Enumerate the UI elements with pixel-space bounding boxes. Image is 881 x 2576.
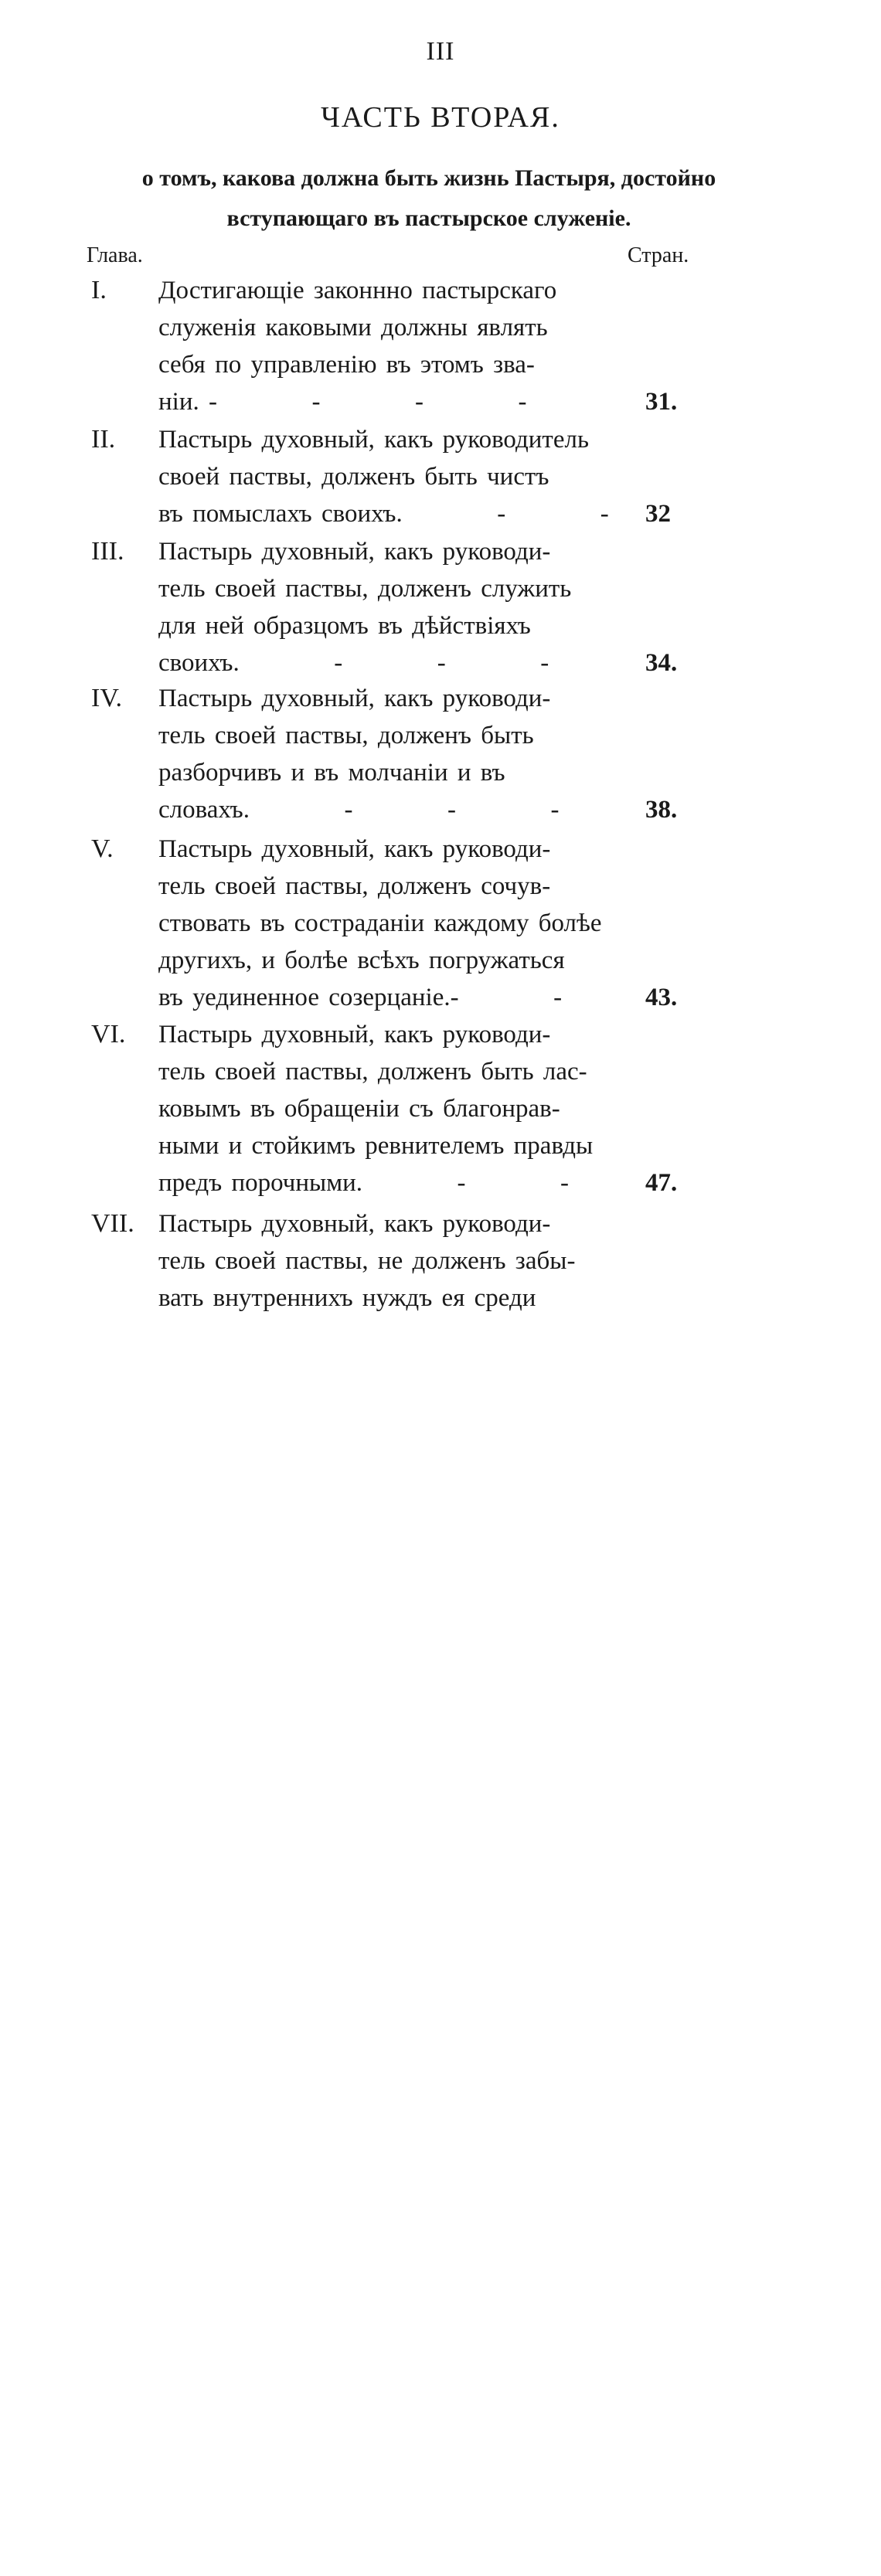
chapter-title-line: Пастырь духовный, какъ руководи-: [158, 835, 551, 863]
chapter-title-line: нiи. - - - -: [158, 388, 527, 416]
chapter-title: [158, 272, 611, 420]
chapter-title-line: тель своей паствы, долженъ служить: [158, 575, 572, 603]
chapter-title-line: Пастырь духовный, какъ руководи-: [158, 685, 551, 712]
chapter-number: I.: [91, 276, 107, 304]
part-subtitle-line: о томъ, какова должна быть жизнь Пастыря, достойно: [141, 165, 716, 191]
chapter-title-line: Достигающіе законнно пастырскаго: [158, 277, 557, 304]
chapter-title-line: ствовать въ состраданіи каждому болѣе: [158, 909, 602, 937]
chapter-title-line: словахъ. - - -: [158, 796, 560, 824]
chapter-title-line: ными и стойкимъ ревнителемъ правды: [158, 1132, 594, 1160]
chapter-title-line: служенія каковыми должны являть: [158, 314, 548, 342]
chapter-title: [158, 421, 611, 532]
chapter-number: II.: [91, 425, 116, 454]
part-subtitle: [70, 158, 788, 239]
chapter-title-line: тель своей паствы, долженъ быть лас-: [158, 1058, 587, 1086]
chapter-page-number: 34.: [645, 649, 678, 677]
chapter-title-line: тель своей паствы, долженъ сочув-: [158, 872, 551, 900]
chapter-title: [158, 533, 611, 681]
chapter-title-line: разборчивъ и въ молчаніи и въ: [158, 759, 505, 787]
part-title: ЧАСТЬ ВТОРАЯ.: [321, 101, 560, 134]
page-number: III: [426, 37, 455, 66]
chapter-title-line: Пастырь духовный, какъ руководи-: [158, 1021, 551, 1048]
chapter-column-header: Глава.: [87, 243, 143, 267]
chapter-page-number: 47.: [645, 1169, 678, 1197]
chapter-title-line: своихъ. - - -: [158, 649, 549, 677]
page-column-header: Стран.: [628, 243, 689, 267]
chapter-number: V.: [91, 834, 114, 863]
chapter-title-line: другихъ, и болѣе всѣхъ погружаться: [158, 946, 565, 974]
chapter-page-number: 38.: [645, 796, 678, 824]
chapter-title-line: предъ порочными. - -: [158, 1169, 569, 1197]
chapter-number: III.: [91, 537, 124, 566]
chapter-number: IV.: [91, 684, 122, 712]
chapter-number: VII.: [91, 1209, 134, 1238]
chapter-page-number: 31.: [645, 388, 678, 416]
chapter-number: VI.: [91, 1020, 126, 1048]
chapter-title-line: вать внутреннихъ нуждъ ея среди: [158, 1284, 536, 1312]
chapter-title-line: тель своей паствы, не долженъ забы-: [158, 1247, 576, 1275]
chapter-title-line: Пастырь духовный, какъ руководитель: [158, 426, 590, 454]
chapter-title-line: въ уединенное созерцаніе.- -: [158, 984, 563, 1011]
chapter-title-line: для ней образцомъ въ дѣйствіяхъ: [158, 612, 531, 640]
part-subtitle-line: вступающаго въ пастырское служеніе.: [226, 206, 631, 231]
chapter-title-line: своей паствы, долженъ быть чистъ: [158, 463, 549, 491]
chapter-title: [158, 680, 611, 828]
chapter-title: [158, 1016, 611, 1201]
chapter-title: [158, 831, 611, 1016]
chapter-title-line: тель своей паствы, долженъ быть: [158, 722, 534, 749]
chapter-title-line: ковымъ въ обращеніи съ благонрав-: [158, 1095, 560, 1123]
chapter-title-line: себя по управленію въ этомъ зва-: [158, 351, 535, 379]
chapter-title: [158, 1205, 611, 1317]
chapter-title-line: въ помыслахъ своихъ. - -: [158, 500, 609, 528]
chapter-page-number: 32: [645, 500, 671, 528]
chapter-title-line: Пастырь духовный, какъ руководи-: [158, 538, 551, 566]
chapter-page-number: 43.: [645, 984, 678, 1011]
chapter-title-line: Пастырь духовный, какъ руководи-: [158, 1210, 551, 1238]
